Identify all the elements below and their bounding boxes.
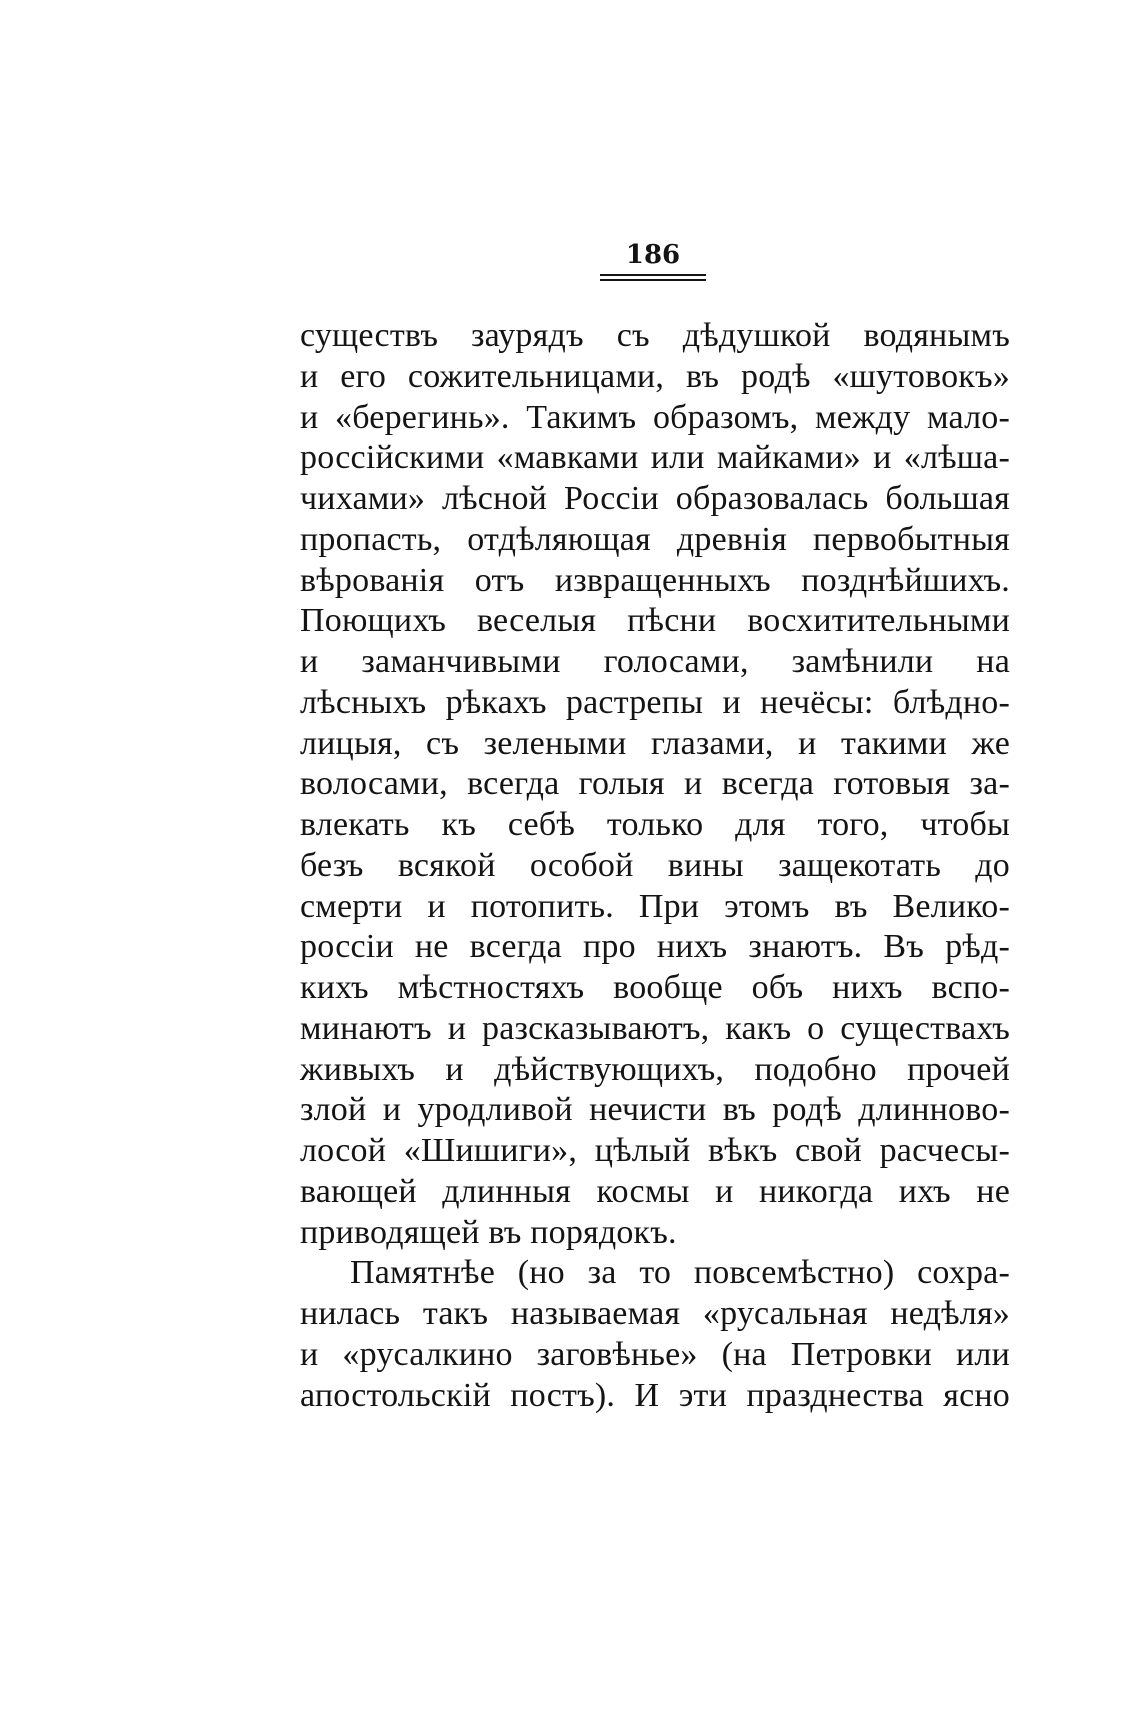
text-line-21: лосой «Шишиги», цѣлый вѣкъ свой расчесы- — [300, 1132, 1010, 1169]
text-line-23: приводящей въ порядокъ. — [300, 1213, 677, 1251]
text-line-20: злой и уродливой нечисти въ родѣ длинново- — [300, 1091, 1010, 1129]
text-line-4: россійскими «мавками или майками» и «лѣша- — [300, 439, 1010, 477]
header-rule-top — [600, 274, 706, 276]
text-line-1: существъ заурядъ съ дѣдушкой водянымъ — [300, 317, 1010, 354]
text-line-26: и «русалкино заговѣнье» (на Петровки или — [300, 1335, 1010, 1373]
text-line-14: безъ всякой особой вины защекотать до — [300, 846, 1010, 884]
header-rule-bottom — [600, 279, 706, 281]
text-line-2: и его сожительницами, въ родѣ «шутовокъ» — [300, 357, 1010, 395]
text-line-3: и «берегинь». Такимъ образомъ, между мало- — [300, 398, 1010, 436]
body-text — [300, 316, 1010, 1416]
page-header — [600, 240, 706, 281]
text-line-11: лицыя, съ зелеными глазами, и такими же — [300, 724, 1010, 762]
text-line-27: апостольскій постъ). И эти празднества ясно — [300, 1376, 1010, 1414]
text-line-6: пропасть, отдѣляющая древнія первобытныя — [300, 520, 1010, 558]
text-line-13: влекать къ себѣ только для того, чтобы — [300, 806, 1010, 843]
text-line-24: Памятнѣе (но за то повсемѣстно) сохра- — [350, 1254, 1010, 1292]
text-line-8: Поющихъ веселыя пѣсни восхитительными — [300, 602, 1010, 640]
text-line-5: чихами» лѣсной Россіи образовалась большая — [300, 480, 1010, 517]
text-line-16: россіи не всегда про нихъ знаютъ. Въ рѣд- — [300, 928, 1010, 966]
text-line-15: смерти и потопить. При этомъ въ Велико- — [300, 887, 1010, 925]
page-number: 186 — [625, 240, 681, 270]
text-line-7: вѣрованія отъ извращенныхъ позднѣйшихъ. — [300, 561, 1010, 599]
text-line-12: волосами, всегда голыя и всегда готовыя за- — [300, 765, 1010, 803]
text-line-25: нилась такъ называемая «русальная недѣля» — [300, 1295, 1010, 1332]
text-line-22: вающей длинныя космы и никогда ихъ не — [300, 1172, 1010, 1210]
text-line-10: лѣсныхъ рѣкахъ растрепы и нечёсы: блѣдно- — [300, 683, 1010, 721]
text-line-19: живыхъ и дѣйствующихъ, подобно прочей — [300, 1050, 1010, 1088]
text-line-17: кихъ мѣстностяхъ вообще объ нихъ вспо- — [300, 969, 1010, 1006]
text-line-18: минаютъ и разсказываютъ, какъ о существахъ — [300, 1009, 1010, 1047]
text-line-9: и заманчивыми голосами, замѣнили на — [300, 643, 1010, 680]
